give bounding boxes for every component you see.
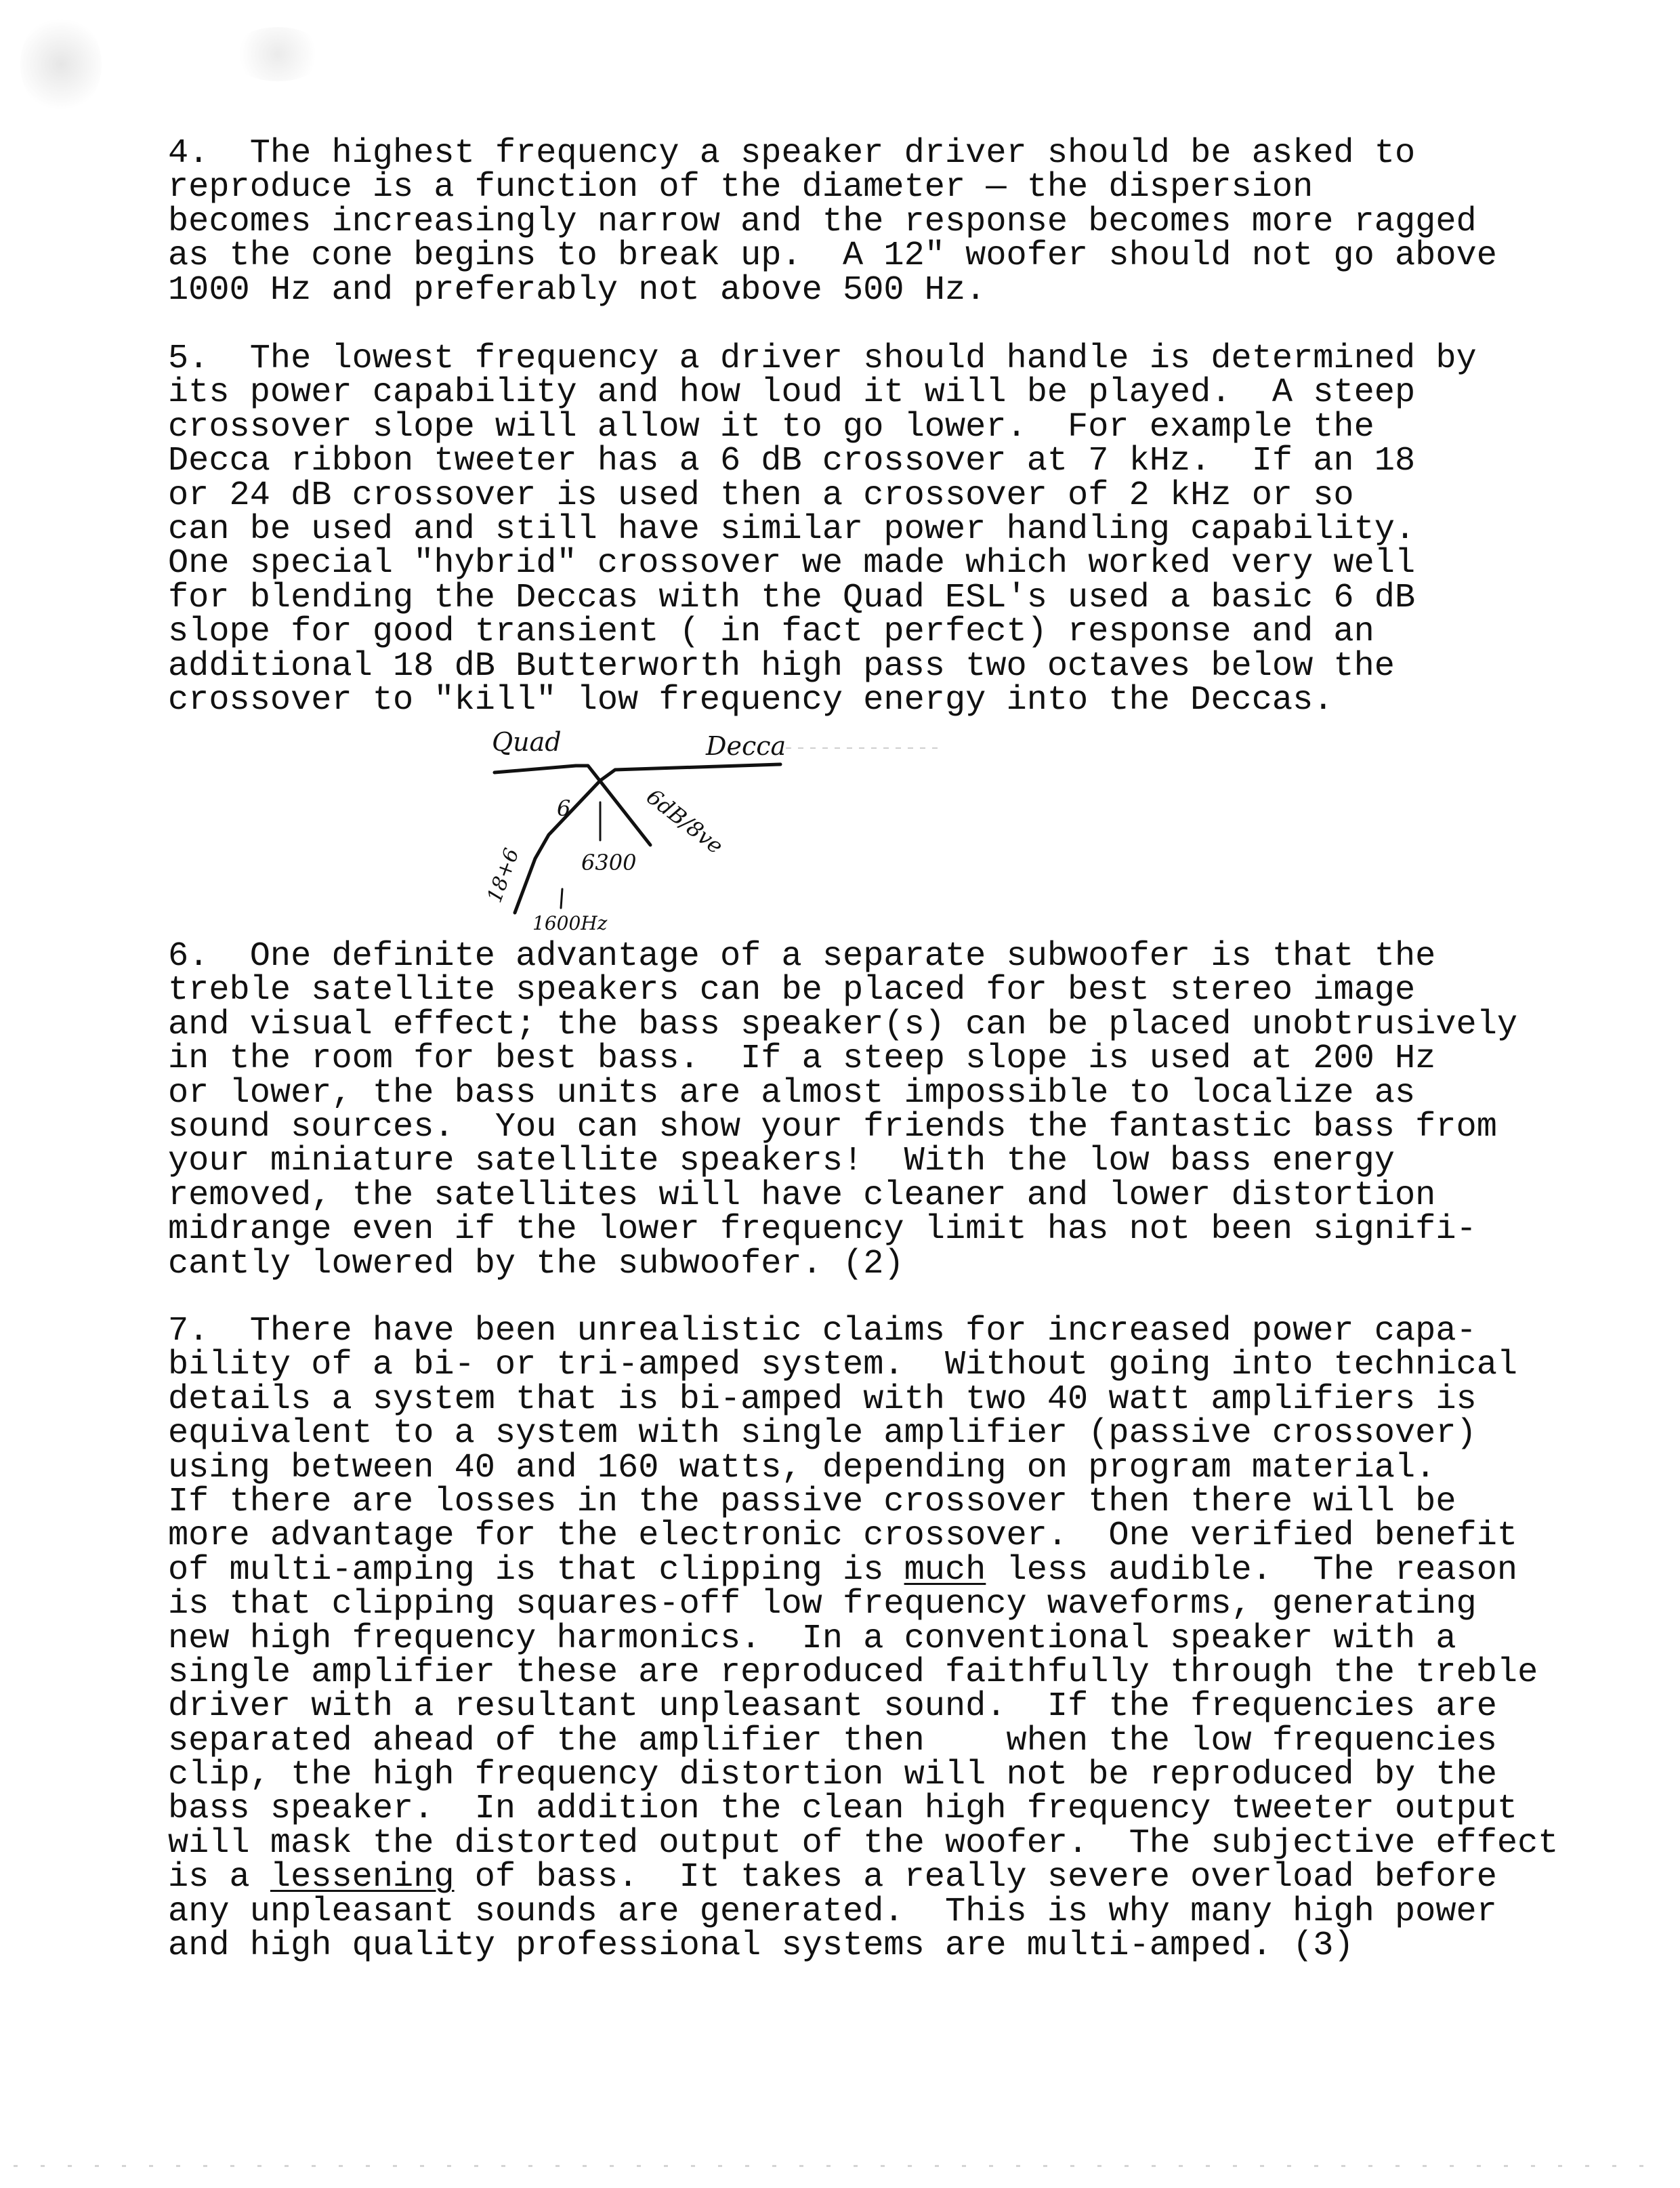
scan-edge-artifact (14, 2165, 1666, 2167)
text-line: more advantage for the electronic crossover. One verified benefit (168, 1516, 1518, 1556)
text-line: reproduce is a function of the diameter — the dispersion (168, 168, 1314, 207)
paragraph-7 (168, 1312, 1559, 1966)
text-line: bility of a bi- or tri-amped system. Without going into technical (168, 1346, 1518, 1385)
text-line: sound sources. You can show your friends the fantastic bass from (168, 1107, 1497, 1147)
text-line: 4. The highest frequency a speaker driver should be asked to (168, 134, 1416, 173)
scan-noise (230, 27, 325, 81)
text-line: treble satellite speakers can be placed for best stereo image (168, 971, 1416, 1010)
label-slope-6: 6 (557, 796, 571, 821)
text-line: single amplifier these are reproduced faithfully through the treble (168, 1653, 1538, 1692)
highpass-marker (561, 889, 562, 908)
text-line: additional 18 dB Butterworth high pass two octaves below the (168, 646, 1395, 686)
text-line: crossover to "kill" low frequency energy into the Deccas. (168, 680, 1334, 720)
text-line: cantly lowered by the subwoofer. (2) (168, 1244, 904, 1283)
label-highpass-1600hz: 1600Hz (532, 912, 608, 934)
text-fragment: of multi-amping is that clipping is (168, 1550, 904, 1590)
text-line: 5. The lowest frequency a driver should handle is determined by (168, 339, 1477, 378)
label-slope-18-6: 18+6 (482, 845, 524, 906)
text-line: bass speaker. In addition the clean high frequency tweeter output (168, 1790, 1518, 1829)
underlined-word-lessening: lessening (270, 1858, 455, 1897)
paragraph-5 (168, 339, 1477, 720)
text-line: new high frequency harmonics. In a conventional speaker with a (168, 1619, 1456, 1658)
text-line: equivalent to a system with single amplifier (passive crossover) (168, 1414, 1477, 1453)
text-line-with-underline (168, 1550, 1558, 1590)
text-line: as the cone begins to break up. A 12" woofer should not go above (168, 236, 1497, 276)
text-fragment: less audible. The reason (986, 1550, 1518, 1590)
text-line: in the room for best bass. If a steep slope is used at 200 Hz (168, 1039, 1436, 1079)
text-line: your miniature satellite speakers! With the low bass energy (168, 1142, 1395, 1181)
decca-response-curve (515, 764, 780, 913)
text-line: midrange even if the lower frequency limit has not been signifi- (168, 1210, 1477, 1250)
text-line: can be used and still have similar power handling capability. (168, 510, 1416, 549)
text-line: using between 40 and 160 watts, depending on program material. (168, 1448, 1436, 1487)
text-line: becomes increasingly narrow and the response becomes more ragged (168, 202, 1477, 241)
text-line: its power capability and how loud it will be played. A steep (168, 373, 1416, 413)
text-line: any unpleasant sounds are generated. This is why many high power (168, 1892, 1497, 1931)
scan-noise (20, 14, 102, 115)
crossover-sketch (467, 720, 942, 936)
text-line: 6. One definite advantage of a separate subwoofer is that the (168, 937, 1436, 976)
text-line: and high quality professional systems are multi-amped. (3) (168, 1926, 1354, 1966)
text-line: or lower, the bass units are almost impossible to localize as (168, 1073, 1416, 1113)
text-line: 7. There have been unrealistic claims for increased power capa- (168, 1312, 1477, 1350)
text-line: will mask the distorted output of the woofer. The subjective effect (168, 1823, 1559, 1863)
text-line: and visual effect; the bass speaker(s) can be placed unobtrusively (168, 1005, 1518, 1044)
text-line: driver with a resultant unpleasant sound. If the frequencies are (168, 1687, 1497, 1727)
text-fragment: is a (168, 1858, 270, 1897)
label-quad: Quad (492, 727, 562, 757)
paragraph-6 (168, 937, 1518, 1283)
label-decca: Decca (706, 731, 786, 761)
paragraph-4 (168, 134, 1497, 310)
quad-response-curve (495, 766, 650, 845)
text-line: details a system that is bi-amped with two 40 watt amplifiers is (168, 1380, 1477, 1419)
text-line: removed, the satellites will have cleaner and lower distortion (168, 1176, 1436, 1215)
text-line: for blending the Deccas with the Quad ESL's used a basic 6 dB (168, 578, 1416, 617)
label-crossover-6300: 6300 (581, 850, 637, 875)
text-line: slope for good transient ( in fact perfect) response and an (168, 613, 1374, 652)
text-fragment: of bass. It takes a really severe overload before (454, 1858, 1497, 1897)
text-line: clip, the high frequency distortion will not be reproduced by the (168, 1756, 1497, 1795)
text-line: crossover slope will allow it to go lower. For example the (168, 407, 1374, 447)
text-line: or 24 dB crossover is used then a crossover of 2 kHz or so (168, 476, 1354, 515)
text-line: Decca ribbon tweeter has a 6 dB crossover at 7 kHz. If an 18 (168, 442, 1416, 481)
text-line: 1000 Hz and preferably not above 500 Hz. (168, 270, 986, 310)
text-line: One special "hybrid" crossover we made which worked very well (168, 544, 1416, 583)
text-line: is that clipping squares-off low frequency waveforms, generating (168, 1585, 1477, 1624)
underlined-word-much: much (904, 1550, 986, 1590)
text-line: If there are losses in the passive crossover then there will be (168, 1482, 1456, 1521)
text-line: separated ahead of the amplifier then when the low frequencies (168, 1721, 1497, 1760)
label-slope-6db-octave: 6dB/8ve (642, 783, 728, 859)
text-line-with-underline (168, 1858, 1558, 1897)
